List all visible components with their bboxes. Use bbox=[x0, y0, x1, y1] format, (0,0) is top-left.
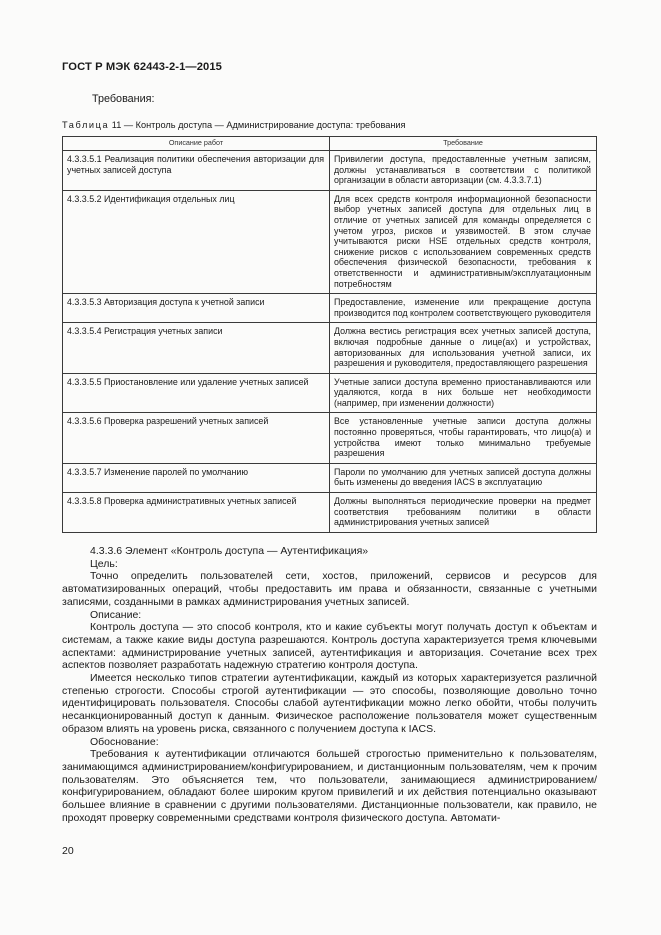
requirement-cell: Должна вестись регистрация всех учетных записей доступа, включая подробные данные о лице(ах) и устройствах, авторизованных для использования учетной записи, их разрешения и руководителя, предоставляющего разрешения bbox=[330, 323, 597, 373]
table-row bbox=[63, 294, 597, 323]
work-cell: 4.3.3.5.6 Проверка разрешений учетных записей bbox=[63, 413, 330, 463]
requirements-table bbox=[62, 136, 597, 533]
work-cell: 4.3.3.5.8 Проверка административных учетных записей bbox=[63, 493, 330, 533]
table-row bbox=[63, 463, 597, 492]
body-text bbox=[62, 545, 597, 824]
table-caption-text: 11 — Контроль доступа — Администрирование доступа: требования bbox=[109, 120, 406, 130]
column-header-requirement: Требование bbox=[330, 137, 597, 151]
work-cell: 4.3.3.5.4 Регистрация учетных записи bbox=[63, 323, 330, 373]
requirement-cell: Привилегии доступа, предоставленные учетным записям, должны устанавливаться в соответствии с политикой организации в области авторизации (см. 4.3.3.7.1) bbox=[330, 151, 597, 191]
requirement-cell: Предоставление, изменение или прекращение доступа производится под контролем соответствующего руководителя bbox=[330, 294, 597, 323]
table-header-row bbox=[63, 137, 597, 151]
page-number: 20 bbox=[62, 845, 74, 857]
description-paragraph: Контроль доступа — это способ контроля, кто и какие субъекты могут получать доступ к объектам и системам, а также какие виды доступа разрешаются. Контроль доступа характеризуется тремя ключевыми аспектами: администрирование учетных записей, аутентификация и авторизация. Сочетание всех трех аспектов позволяет разработать надежную стратегию контроля доступа. bbox=[62, 621, 597, 672]
requirement-cell: Пароли по умолчанию для учетных записей доступа должны быть изменены до введения IACS в эксплуатацию bbox=[330, 463, 597, 492]
table-row bbox=[63, 373, 597, 413]
column-header-work: Описание работ bbox=[63, 137, 330, 151]
work-cell: 4.3.3.5.3 Авторизация доступа к учетной записи bbox=[63, 294, 330, 323]
requirement-cell: Учетные записи доступа временно приостанавливаются или удаляются, когда в них больше нет необходимости (например, при изменении должности) bbox=[330, 373, 597, 413]
requirements-intro: Требования: bbox=[92, 93, 155, 105]
table-row bbox=[63, 493, 597, 533]
description-label: Описание: bbox=[90, 608, 142, 621]
requirement-cell: Все установленные учетные записи доступа должны постоянно проверяться, чтобы гарантировать, что лицо(а) и устройства имеют только минимально требуемые разрешения bbox=[330, 413, 597, 463]
table-row bbox=[63, 413, 597, 463]
section-heading: 4.3.3.6 Элемент «Контроль доступа — Аутентификация» bbox=[90, 545, 369, 557]
requirement-cell: Для всех средств контроля информационной безопасности выбор учетных записей доступа для отдельных лиц в отличие от учетных записей для команды определяется с учетом угроз, рисков и уязвимостей. В этом случае учитываются риски HSE отдельных средств контроля, снижение рисков с использованием современных средств обеспечения физической безопасности, требования к ответственности и административным/эксплуатационным потребностям bbox=[330, 190, 597, 293]
work-cell: 4.3.3.5.1 Реализация политики обеспечения авторизации для учетных записей доступа bbox=[63, 151, 330, 191]
rationale-paragraph: Требования к аутентификации отличаются большей строгостью применительно к пользователям, занимающимся администрированием/конфигурированием, и дистанционным пользователям, чем к прочим пользователям. Это объясняется тем, что пользователи, занимающиеся администрированием/конфигурированием, обладают более широким кругом привилегий и их действия потенциально оказывают большее влияние в сравнении с другими пользователями. Дистанционные пользователи, как правило, не проходят проверку современными средствами контроля физического доступа. Автомати- bbox=[62, 748, 597, 824]
requirement-cell: Должны выполняться периодические проверки на предмет соответствия требованиям политики в области администрирования учетных записей bbox=[330, 493, 597, 533]
description-paragraph: Имеется несколько типов стратегии аутентификации, каждый из которых характеризуется различной степенью строгости. Способы строгой аутентификации — это способы, позволяющие довольно точно идентифицировать пользователя. Способы слабой аутентификации можно легко обойти, чтобы получить несанкционированный доступ к данным. Физическое расположение пользователя может существенным образом влиять на уровень риска, связанного с получением доступа к IACS. bbox=[62, 672, 597, 735]
work-cell: 4.3.3.5.5 Приостановление или удаление учетных записей bbox=[63, 373, 330, 413]
table-caption-label: Таблица bbox=[62, 120, 110, 130]
goal-label: Цель: bbox=[90, 557, 118, 570]
rationale-label: Обоснование: bbox=[90, 735, 159, 748]
goal-paragraph: Точно определить пользователей сети, хостов, приложений, сервисов и ресурсов для автоматизированных операций, чтобы предоставить им права и обязанности, связанные с учетными записями, созданными в рамках администрирования учетных записей. bbox=[62, 570, 597, 608]
table-row bbox=[63, 151, 597, 191]
work-cell: 4.3.3.5.2 Идентификация отдельных лиц bbox=[63, 190, 330, 293]
table-caption bbox=[62, 120, 406, 130]
work-cell: 4.3.3.5.7 Изменение паролей по умолчанию bbox=[63, 463, 330, 492]
table-row bbox=[63, 323, 597, 373]
document-header: ГОСТ Р МЭК 62443-2-1—2015 bbox=[62, 61, 223, 73]
table-row bbox=[63, 190, 597, 293]
